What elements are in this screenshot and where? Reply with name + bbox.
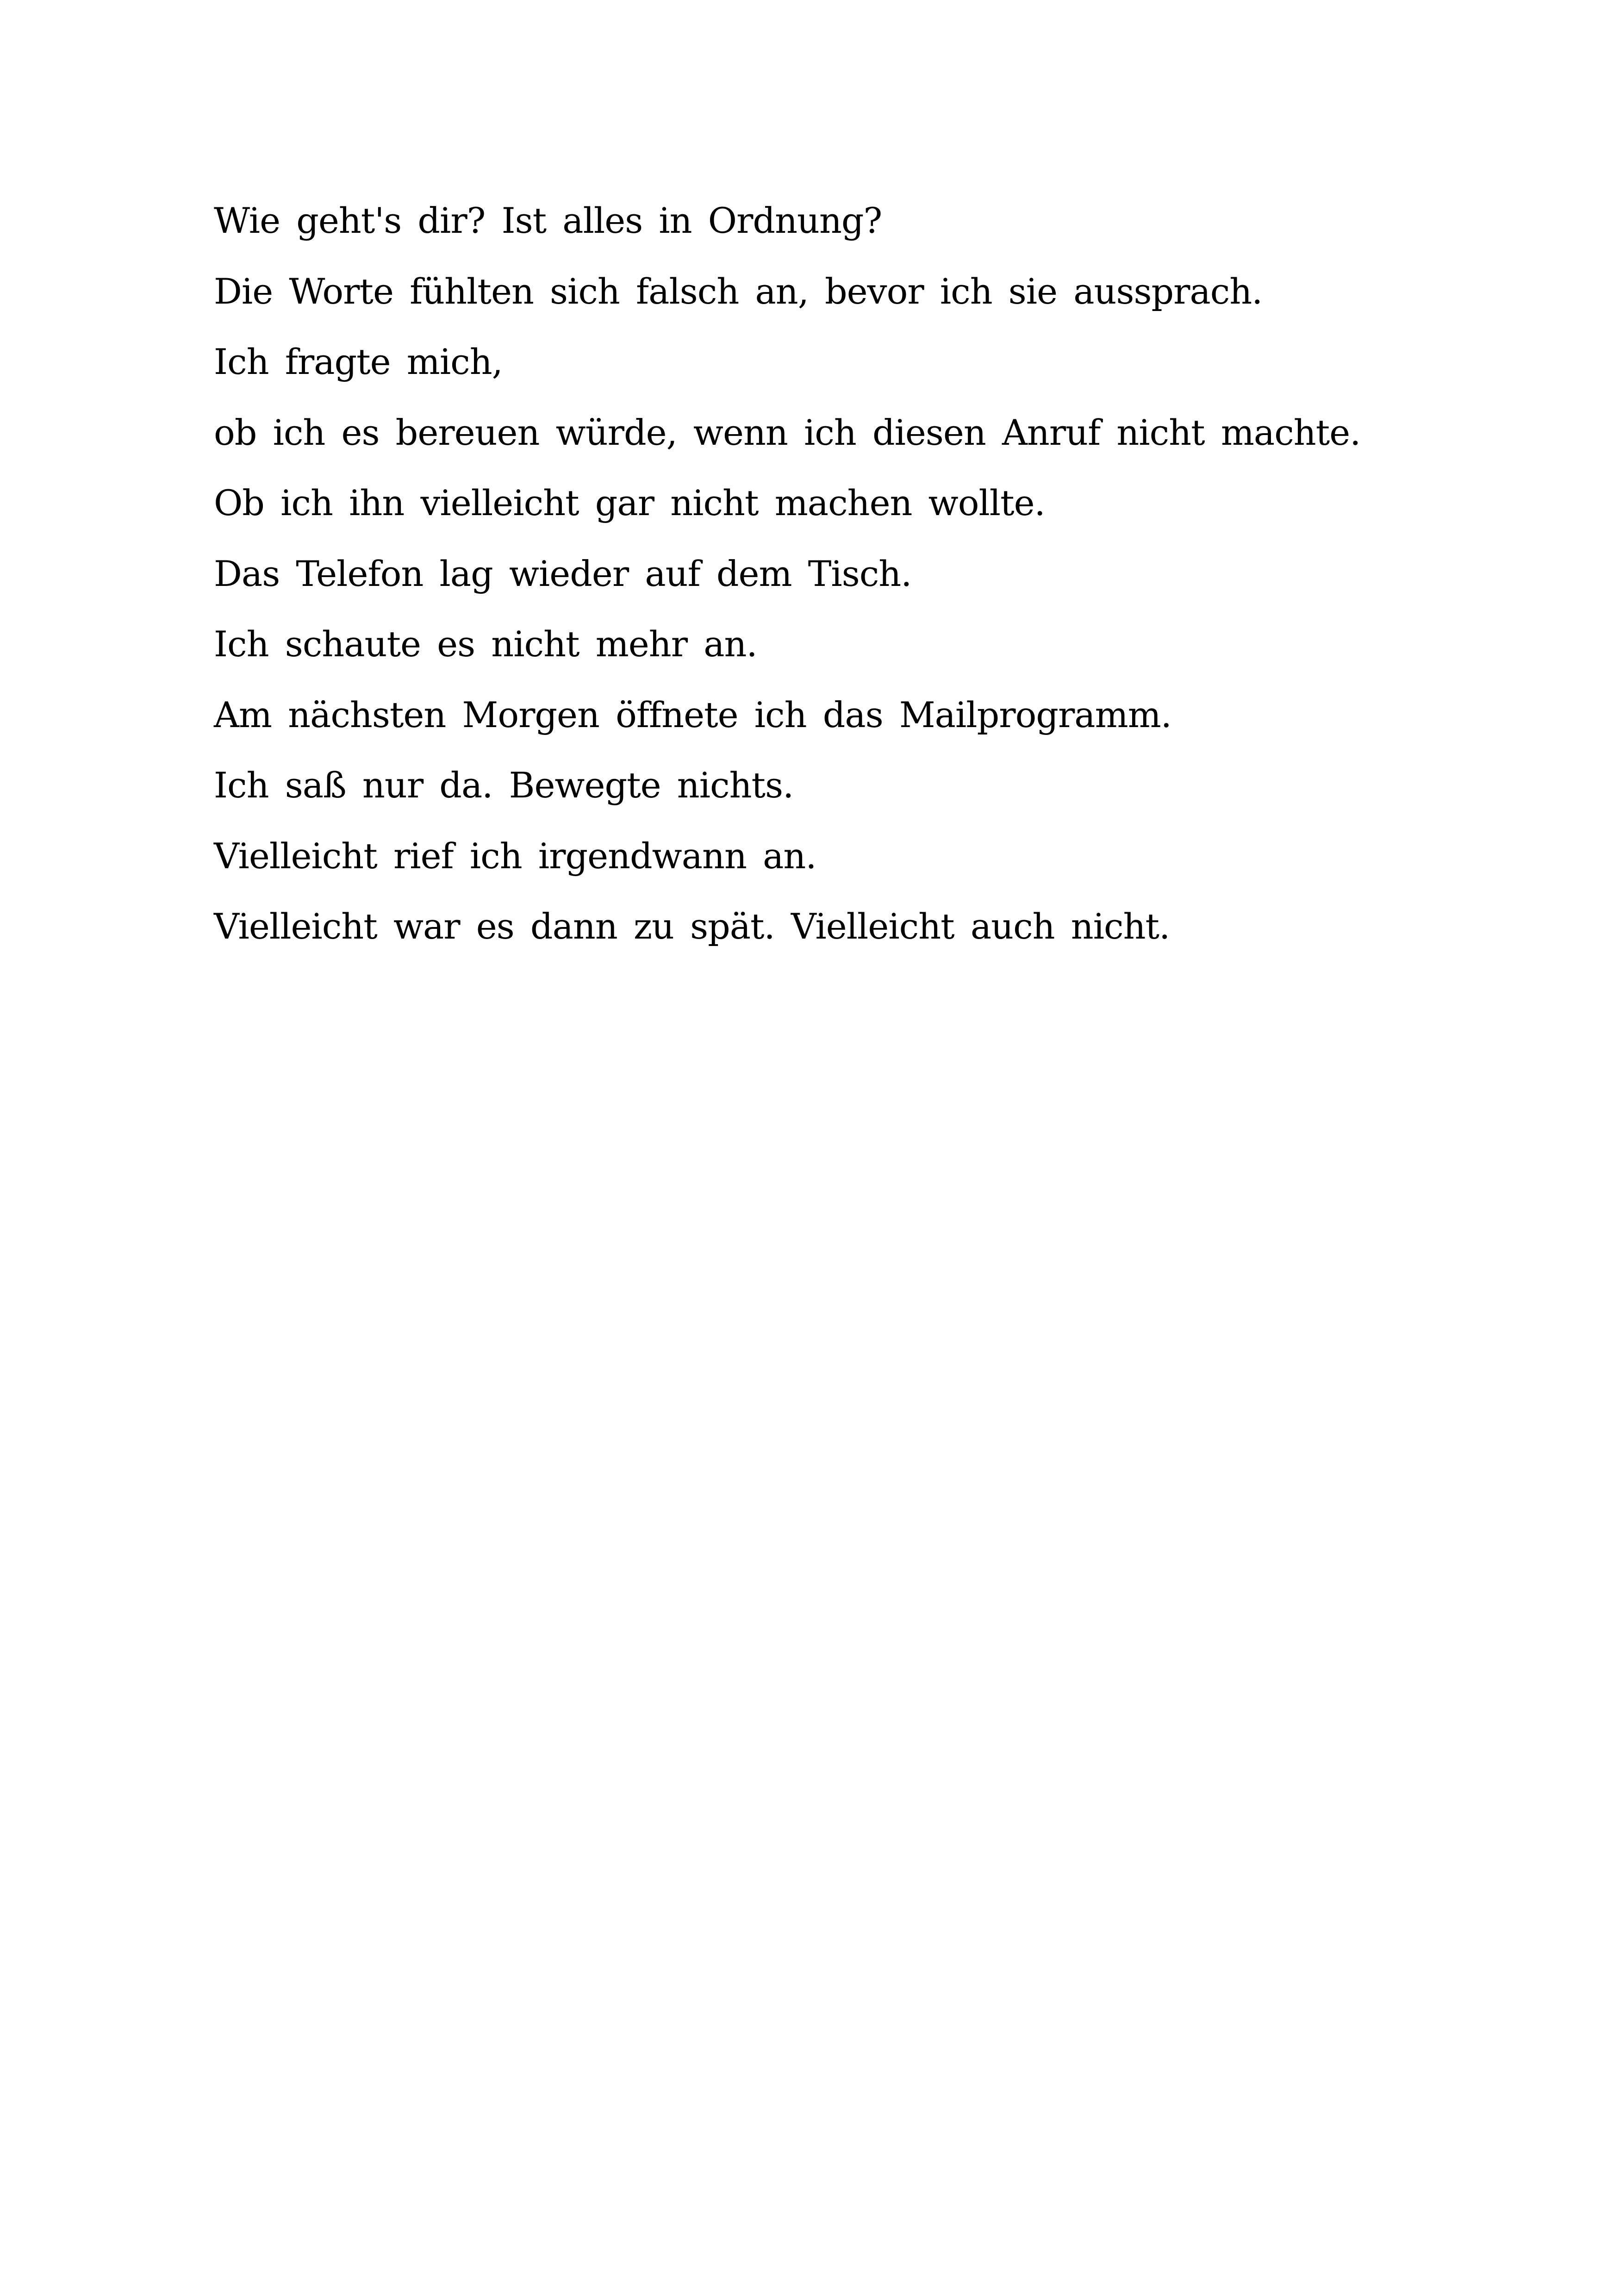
text-body [214,193,1464,970]
text-line: Ob ich ihn vielleicht gar nicht machen wollte. [214,482,1045,523]
text-line: Ich saß nur da. Bewegte nichts. [214,765,794,806]
text-line: Wie geht's dir? Ist alles in Ordnung? [214,200,882,241]
text-line: Ich fragte mich, [214,341,503,382]
text-line: Ich schaute es nicht mehr an. [214,623,757,665]
text-line: Das Telefon lag wieder auf dem Tisch. [214,553,912,594]
text-line: Die Worte fühlten sich falsch an, bevor ich sie aussprach. [214,270,1263,312]
text-line: Am nächsten Morgen öffnete ich das Mailprogramm. [214,694,1171,735]
text-line: Vielleicht war es dann zu spät. Vielleicht auch nicht. [214,906,1170,947]
text-line: Vielleicht rief ich irgendwann an. [214,835,816,877]
text-line: ob ich es bereuen würde, wenn ich diesen Anruf nicht machte. [214,411,1361,453]
